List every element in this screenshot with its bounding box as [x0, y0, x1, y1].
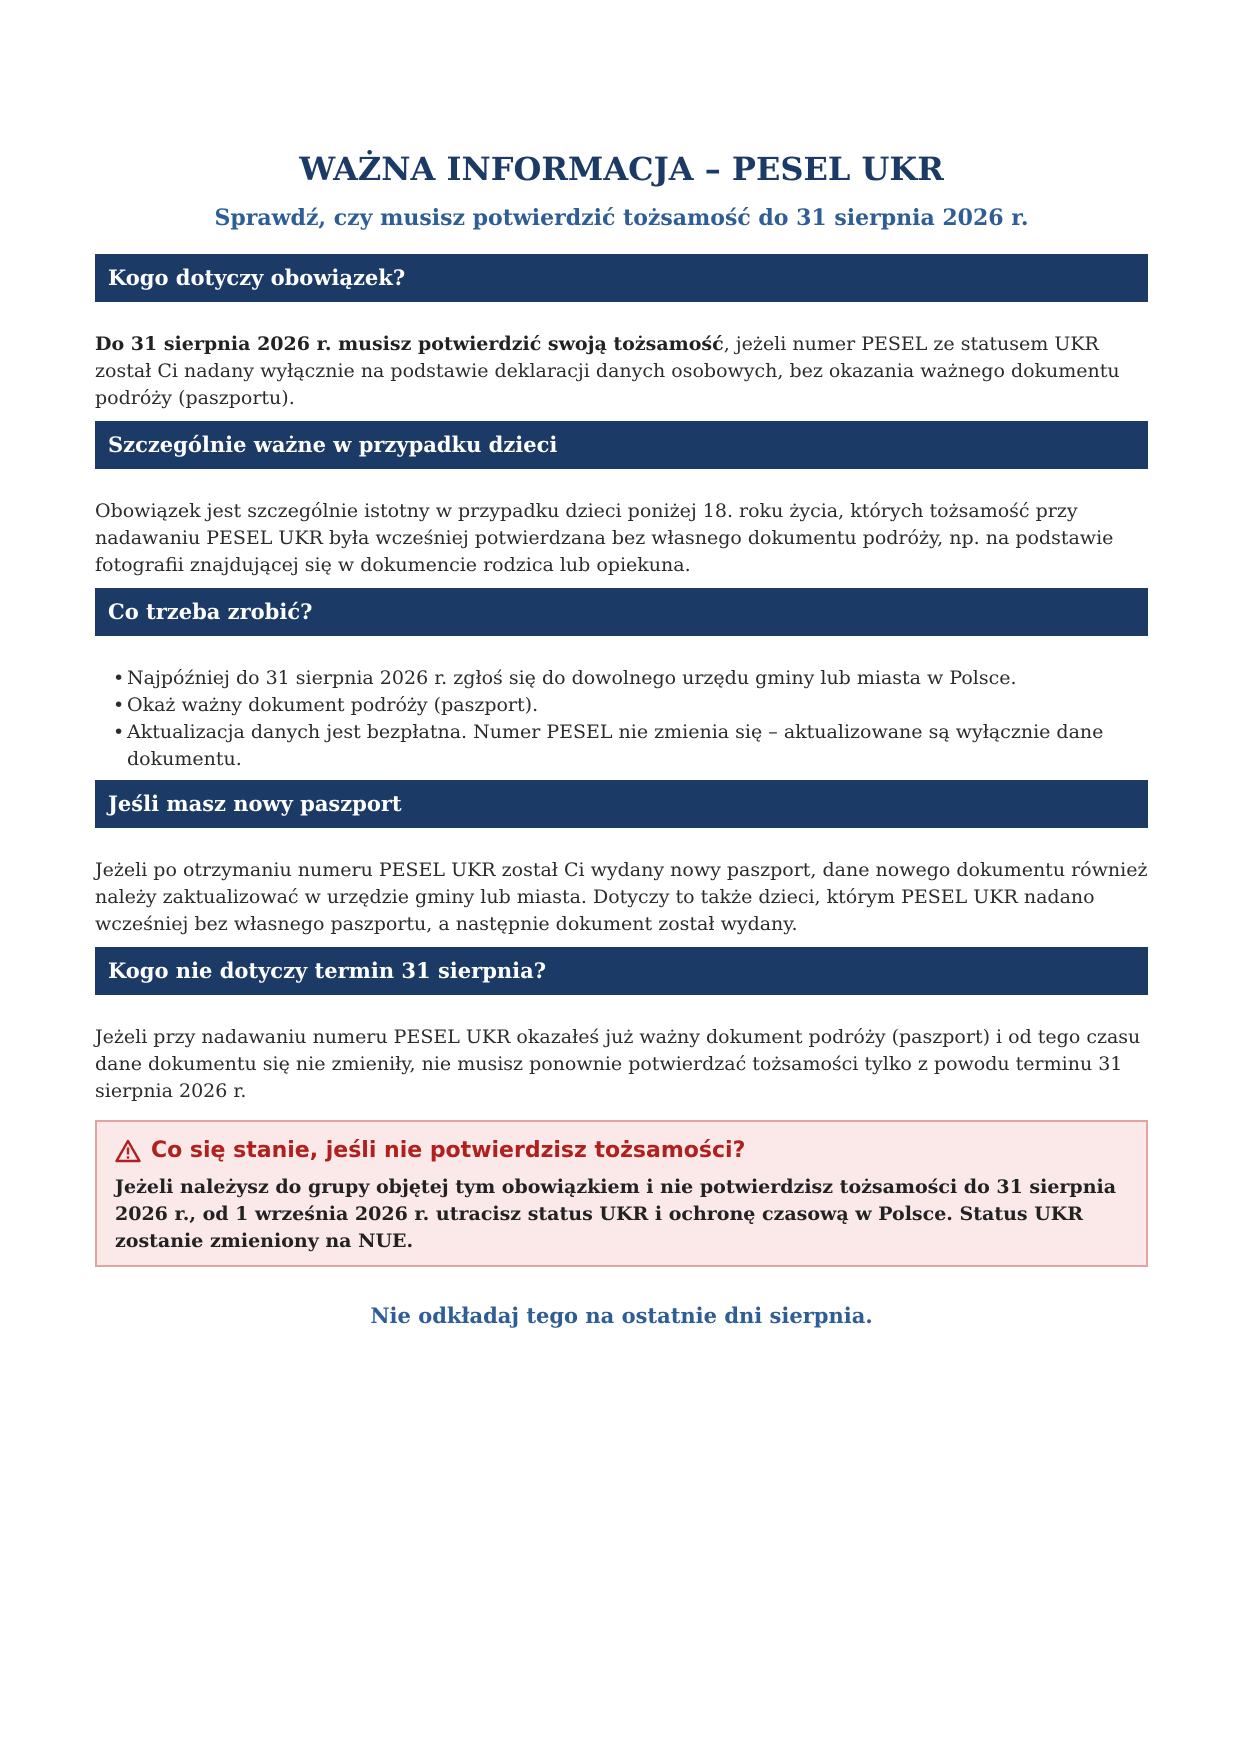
section-heading-children: Szczególnie ważne w przypadku dzieci — [95, 421, 1148, 469]
warning-title-text: Co się stanie, jeśli nie potwierdzisz tożsamości? — [151, 1138, 746, 1163]
bullet-icon: • — [113, 667, 125, 689]
closing-note: Nie odkładaj tego na ostatnie dni sierpnia. — [370, 1303, 873, 1328]
section-heading-not-applicable: Kogo nie dotyczy termin 31 sierpnia? — [95, 947, 1148, 995]
page-subtitle: Sprawdź, czy musisz potwierdzić tożsamość do 31 sierpnia 2026 r. — [214, 205, 1029, 231]
steps-list — [95, 665, 1148, 773]
list-item-text: Okaż ważny dokument podróży (paszport). — [127, 694, 539, 716]
list-item — [95, 692, 1148, 719]
page-title: WAŻNA INFORMACJA – PESEL UKR — [299, 150, 944, 188]
section-text-new-passport: Jeżeli po otrzymaniu numeru PESEL UKR został Ci wydany nowy paszport, dane nowego dokumentu również należy zaktualizować w urzędzie gminy lub miasta. Dotyczy to także dzieci, którym PESEL UKR nadano wcześniej bez własnego paszportu, a następnie dokument został wydany. — [95, 859, 1148, 935]
section-text-obligation-lead: Do 31 sierpnia 2026 r. musisz potwierdzić swoją tożsamość — [95, 333, 724, 355]
section-text-obligation — [95, 331, 1148, 412]
warning-box — [95, 1120, 1148, 1267]
section-heading-what-to-do: Co trzeba zrobić? — [95, 588, 1148, 636]
bullet-icon: • — [113, 694, 125, 716]
warning-triangle-icon — [115, 1139, 141, 1163]
list-item-text: Najpóźniej do 31 sierpnia 2026 r. zgłoś się do dowolnego urzędu gminy lub miasta w Polsce. — [127, 667, 1017, 689]
bullet-icon: • — [113, 721, 125, 743]
section-text-obligation-rest: , jeżeli numer PESEL ze statusem UKR został Ci nadany wyłącznie na podstawie deklaracji danych osobowych, bez okazania ważnego dokumentu podróży (paszportu). — [95, 333, 1120, 409]
section-text-not-applicable: Jeżeli przy nadawaniu numeru PESEL UKR okazałeś już ważny dokument podróży (paszport) i od tego czasu dane dokumentu się nie zmieniły, nie musisz ponownie potwierdzać tożsamości tylko z powodu terminu 31 sierpnia 2026 r. — [95, 1026, 1141, 1102]
warning-heading — [115, 1138, 745, 1163]
list-item-text: Aktualizacja danych jest bezpłatna. Numer PESEL nie zmienia się – aktualizowane są wyłącznie dane dokumentu. — [127, 721, 1104, 770]
section-heading-obligation: Kogo dotyczy obowiązek? — [95, 254, 1148, 302]
section-heading-new-passport: Jeśli masz nowy paszport — [95, 780, 1148, 828]
list-item — [95, 719, 1148, 773]
section-text-children: Obowiązek jest szczególnie istotny w przypadku dzieci poniżej 18. roku życia, których tożsamość przy nadawaniu PESEL UKR była wcześniej potwierdzana bez własnego dokumentu podróży, np. na podstawie fotografii znajdującej się w dokumencie rodzica lub opiekuna. — [95, 500, 1114, 576]
list-item — [95, 665, 1148, 692]
warning-text: Jeżeli należysz do grupy objętej tym obowiązkiem i nie potwierdzisz tożsamości do 31 sierpnia 2026 r., od 1 września 2026 r. utracisz status UKR i ochronę czasową w Polsce. Status UKR zostanie zmieniony na NUE. — [115, 1176, 1117, 1252]
